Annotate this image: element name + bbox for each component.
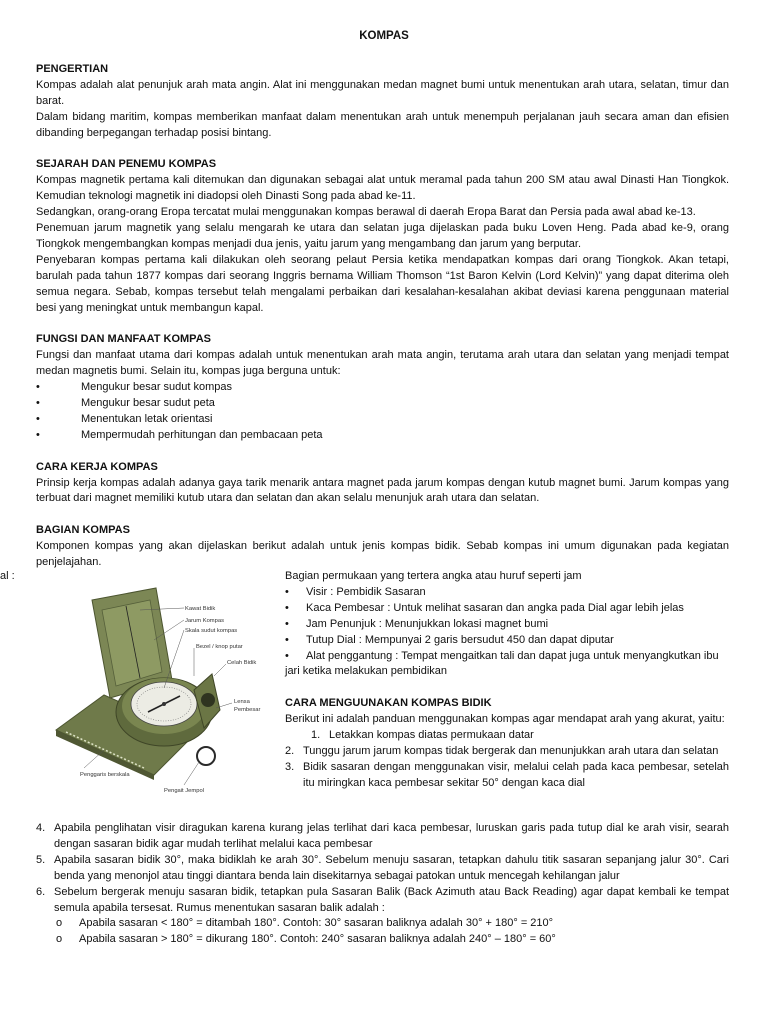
paragraph: Penemuan jarum magnetik yang selalu mengarah ke utara dan selatan juga dijelaskan pada buku Loven Heng. Pada abad ke-9, orang Tiongkok mengembangkan kompas menjadi dua jenis, yaitu jarum yang mengambang dan jarum yang berputar. — [36, 222, 729, 250]
heading-bagian: BAGIAN KOMPAS — [36, 524, 130, 537]
list-item: • Mengukur besar sudut peta — [36, 397, 215, 409]
heading-sejarah: SEJARAH DAN PENEMU KOMPAS — [36, 158, 217, 171]
paragraph: Sedangkan, orang-orang Eropa tercatat mulai menggunakan kompas berawal di daerah Eropa Barat dan Persia pada awal abad ke-13. — [36, 206, 696, 219]
label-penggaris: Penggaris berskala — [80, 772, 130, 778]
list-item: • Mempermudah perhitungan dan pembacaan peta — [36, 428, 323, 441]
paragraph: Komponen kompas yang akan dijelaskan berikut adalah untuk jenis kompas bidik. Sebab kompas ini umum digunakan pada kegiatan penjelajahan. — [36, 540, 729, 569]
paragraph: Dalam bidang maritim, kompas memberikan manfaat dalam menentukan arah untuk menempuh perjalanan jauh secara aman dan efisien dibanding berpegangan terhadap posisi bintang. — [36, 110, 729, 139]
paragraph: Berikut ini adalah panduan menggunakan kompas agar mendapat arah yang akurat, yaitu: — [285, 713, 725, 726]
list-item: • Alat penggantung : Tempat mengaitkan tali dan dapat juga untuk menyangkutkan ibu jari ketika melakukan pembidikan — [285, 649, 719, 678]
label-pengait: Pengait Jempol — [164, 788, 204, 794]
cut-off-text: al : — [0, 570, 15, 582]
heading-fungsi: FUNGSI DAN MANFAAT KOMPAS — [36, 333, 211, 346]
list-item: 1. Letakkan kompas diatas permukaan datar — [311, 729, 534, 742]
paragraph: Kompas magnetik pertama kali ditemukan dan digunakan sebagai alat untuk meramal pada tahun 200 SM atau awal Dinasti Han Tiongkok. Kemudian teknologi magnetik ini diadopsi oleh Dinasti Song pada abad ke-11. — [36, 174, 729, 203]
label-skala-sudut: Skala sudut kompas — [185, 628, 238, 634]
label-bezel: Bezel / knop putar — [196, 644, 243, 650]
right-column — [285, 569, 729, 792]
paragraph: Bagian permukaan yang tertera angka atau huruf seperti jam — [285, 570, 582, 582]
main-text-flow — [36, 62, 729, 571]
list-item: • Menentukan letak orientasi — [36, 412, 213, 425]
list-item: • Jam Penunjuk : Menunjukkan lokasi magnet bumi — [285, 617, 549, 630]
paragraph: Prinsip kerja kompas adalah adanya gaya tarik menarik antara magnet pada jarum kompas dengan kutub magnet bumi. Jarum kompas yang terbuat dari magnet memiliki kutub utara dan selatan dan akan selalu menunjuk arah utara dan selatan. — [36, 476, 729, 505]
list-item: • Visir : Pembidik Sasaran — [285, 585, 426, 598]
label-jarum-kompas: Jarum Kompas — [185, 618, 224, 624]
list-item: 3. Bidik sasaran dengan menggunakan visir, melalui celah pada kaca pembesar, setelah itu miringkan kaca pembesar sekitar 50° dengan kaca dial — [285, 760, 729, 789]
paragraph: Fungsi dan manfaat utama dari kompas adalah untuk menentukan arah mata angin, terutama arah utara dan selatan yang menjadi tempat medan magnetis bumi. Selain itu, kompas juga berguna untuk: — [36, 349, 729, 378]
compass-illustration — [44, 580, 274, 810]
list-item: • Kaca Pembesar : Untuk melihat sasaran dan angka pada Dial agar lebih jelas — [285, 601, 684, 614]
sub-list-item: o Apabila sasaran > 180° = dikurang 180°. Contoh: 240° sasaran baliknya adalah 240° – 180° = 60° — [56, 933, 556, 946]
list-item: 5. Apabila sasaran bidik 30°, maka bidiklah ke arah 30°. Sebelum menuju sasaran, tetapkan dahulu titik sasaran sepanjang jalur 30°. Cari benda yang menonjol atau tinggi diantara benda lain disekitarnya sebagai patokan untuk mencegah kehilangan jalur — [36, 853, 729, 882]
list-item: • Mengukur besar sudut kompas — [36, 381, 233, 394]
list-item: 6. Sebelum bergerak menuju sasaran bidik, tetapkan pula Sasaran Balik (Back Azimuth atau Back Reading) agar dapat kembali ke tempat semula apabila tersesat. Rumus menentukan sasaran balik adalah : — [36, 885, 729, 914]
paragraph: Kompas adalah alat penunjuk arah mata angin. Alat ini menggunakan medan magnet bumi untuk menentukan arah utara, selatan, timur dan barat. — [36, 78, 729, 107]
list-item: • Tutup Dial : Mempunyai 2 garis bersudut 450 dan dapat diputar — [285, 633, 614, 646]
sub-list-item: o Apabila sasaran < 180° = ditambah 180°. Contoh: 30° sasaran baliknya adalah 30° + 180° = 210° — [56, 917, 554, 930]
label-pembesar: Pembesar — [234, 707, 261, 713]
page-title: KOMPAS — [359, 30, 409, 42]
heading-pengertian: PENGERTIAN — [36, 63, 109, 75]
label-celah-bidik: Celah Bidik — [227, 660, 257, 666]
label-kawat-bidik: Kawat Bidik — [185, 606, 216, 612]
label-lensa: Lensa — [234, 699, 250, 705]
list-item: 4. Apabila penglihatan visir diragukan karena kurang jelas terlihat dari kaca pembesar, luruskan garis pada tutup dial ke arah visir, searah dengan sasaran bidik agar mudah terlihat melalui kaca pembesar — [36, 822, 729, 850]
paragraph: Penyebaran kompas pertama kali dilakukan oleh seorang pelaut Persia ketika mendapatkan kompas dari orang Tiongkok. Akan tetapi, barulah pada tahun 1877 kompas dari seorang Inggris bernama William Thomson “1st Baron Kelvin (Lord Kelvin)” yang dapat diterima oleh semua negara. Sebab, kompas tersebut telah mengalami perbaikan dari kesalahan-kesalahan akibat deviasi karena penggunaan material besi yang meningkat untuk membangun kapal. — [36, 253, 729, 314]
heading-cara-menggunakan: CARA MENGUUNAKAN KOMPAS BIDIK — [285, 697, 492, 710]
list-item: 2. Tunggu jarum jarum kompas tidak bergerak dan menunjukkan arah utara dan selatan — [285, 744, 719, 757]
heading-cara-kerja: CARA KERJA KOMPAS — [36, 460, 158, 473]
bottom-steps — [36, 821, 729, 948]
